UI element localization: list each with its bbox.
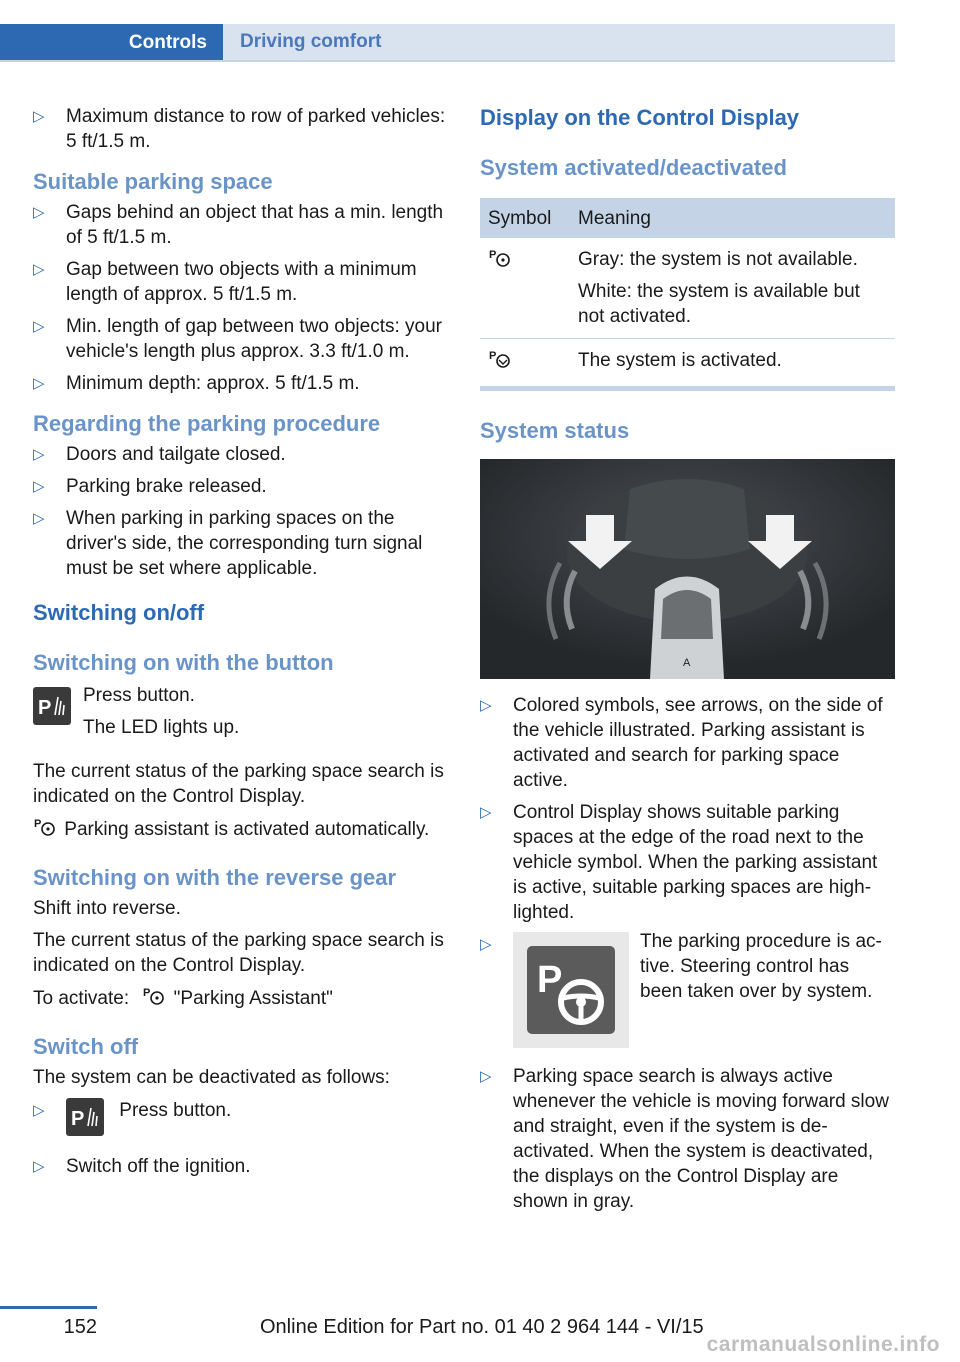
section-heading-display: Display on the Control Display — [480, 105, 800, 130]
svg-text:P: P — [489, 350, 497, 362]
off-text: The system can be deactivated as follows: — [33, 1067, 390, 1088]
list-item: ▷ When parking in parking spaces on the driver's side, the corresponding turn signal must be set where applicable. — [33, 508, 423, 579]
status-paragraph: The current status of the parking space search is indicated on the Control Display. — [33, 761, 444, 807]
svg-text:P: P — [489, 249, 497, 261]
list-item: ▷ Min. length of gap between two objects: your vehicle's length plus approx. 3.3 ft/1.0 m. — [33, 316, 443, 362]
table-row: P Gray: the system is not available. White: the system is available but not activated. — [480, 238, 895, 339]
auto-paragraph: P Parking assistant is activated automatically. — [34, 818, 430, 840]
page-number: 152 — [63, 1316, 97, 1338]
header-rule — [0, 60, 895, 62]
parking-steering-icon — [33, 816, 59, 838]
park-assist-button-icon — [33, 687, 71, 725]
footer-rule — [0, 1306, 97, 1309]
list-item: ▷ Gap between two objects with a minimum length of approx. 5 ft/1.5 m. — [33, 259, 417, 305]
list-item: ▷ Maximum distance to row of parked vehicles: 5 ft/1.5 m. — [33, 106, 446, 152]
parking-steering-active-icon — [488, 348, 514, 370]
header-tab-driving-comfort: Driving comfort — [223, 24, 895, 60]
button-instruction — [33, 683, 448, 747]
svg-text:P: P — [38, 697, 52, 719]
page-header — [0, 0, 960, 62]
activate-line: To activate: P "Parking Assistant" — [33, 987, 333, 1009]
list-item: ▷ P The parking procedure is active. Steering control has been taken over by system. — [480, 932, 895, 1048]
table-header-meaning: Meaning — [570, 198, 895, 238]
table-row: P The system is activated. — [480, 339, 895, 389]
bullet-marker: ▷ — [33, 108, 45, 125]
status-paragraph-2: The current status of the parking space search is indicated on the Control Display. — [33, 930, 444, 976]
list-item: ▷ Minimum depth: approx. 5 ft/1.5 m. — [33, 373, 360, 394]
list-item: ▷ Gaps behind an object that has a min. length of 5 ft/1.5 m. — [33, 202, 444, 248]
list-item: ▷ Control Display shows suitable parking spaces at the edge of the road next to the vehicle symbol. When the parking assistant is active, suitable parking spaces are highlighted. — [480, 802, 878, 923]
svg-text:P: P — [71, 1108, 85, 1130]
section-heading-button: Switching on with the button — [33, 650, 334, 675]
section-heading-off: Switch off — [33, 1034, 139, 1059]
edition-text: Online Edition for Part no. 01 40 2 964 144 - VI/15 — [260, 1316, 704, 1338]
list-item: ▷ Parking brake released. — [33, 476, 267, 497]
section-heading-activated: System activated/deactivated — [480, 155, 787, 180]
left-column — [33, 104, 448, 1186]
header-tab-controls: Controls — [0, 24, 223, 62]
svg-text:P: P — [143, 987, 151, 999]
led-text: The LED lights up. — [83, 717, 240, 738]
section-heading-procedure: Regarding the parking procedure — [33, 411, 381, 436]
list-item: ▷ Parking space search is always active whenever the vehicle is moving forward slow and straight, even if the system is deactivated. When the system is deactivated, the displays on the Control Display are shown in gray. — [480, 1066, 889, 1212]
parking-steering-icon — [488, 247, 514, 269]
list-item: ▷ P Press button. — [33, 1098, 448, 1146]
list-item: ▷ Doors and tailgate closed. — [33, 444, 286, 465]
system-status-image — [480, 459, 895, 679]
list-item: ▷ Switch off the ignition. — [33, 1156, 251, 1177]
svg-text:P: P — [537, 959, 563, 1001]
parking-steering-icon — [134, 985, 168, 1007]
svg-text:P: P — [34, 818, 42, 830]
section-heading-suitable: Suitable parking space — [33, 169, 273, 194]
press-button-text: Press button. — [83, 685, 195, 706]
right-column — [480, 104, 895, 1221]
svg-text:A: A — [683, 657, 691, 669]
section-heading-status: System status — [480, 418, 630, 443]
park-assist-button-icon — [66, 1098, 104, 1136]
shift-text: Shift into reverse. — [33, 898, 181, 919]
table-header-symbol: Symbol — [480, 198, 570, 238]
list-item: ▷ Colored symbols, see arrows, on the side of the vehicle illustrated. Parking assistant is activated and search for parking space active. — [480, 695, 883, 791]
watermark: carmanualsonline.info — [706, 1333, 940, 1356]
parking-procedure-icon — [513, 932, 629, 1048]
section-heading-switching: Switching on/off — [33, 600, 205, 625]
section-heading-reverse: Switching on with the reverse gear — [33, 865, 397, 890]
symbol-table — [480, 198, 895, 391]
